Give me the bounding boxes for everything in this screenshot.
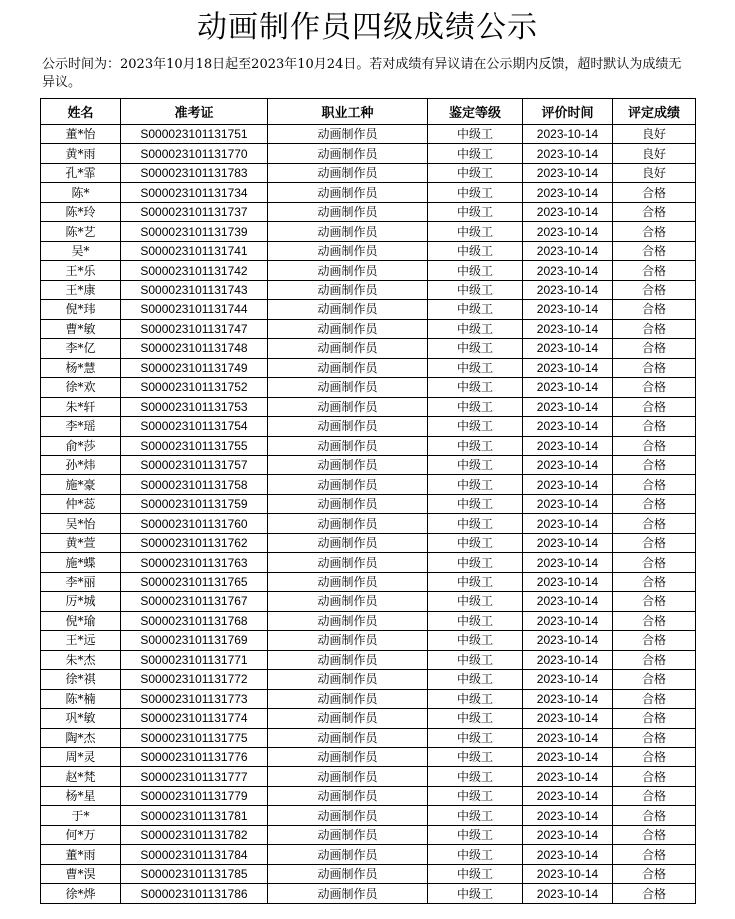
cell-name: 孔*霏 <box>41 163 121 182</box>
table-row <box>41 397 696 416</box>
cell-grade: 合格 <box>613 845 696 864</box>
cell-exam-id: S000023101131749 <box>121 358 268 377</box>
cell-name: 朱*轩 <box>41 397 121 416</box>
cell-grade: 合格 <box>613 378 696 397</box>
table-row <box>41 514 696 533</box>
cell-exam-id: S000023101131763 <box>121 553 268 572</box>
cell-name: 董*雨 <box>41 845 121 864</box>
cell-grade: 合格 <box>613 436 696 455</box>
table-row <box>41 261 696 280</box>
cell-level: 中级工 <box>428 358 523 377</box>
cell-occupation: 动画制作员 <box>268 631 428 650</box>
cell-level: 中级工 <box>428 670 523 689</box>
cell-exam-id: S000023101131753 <box>121 397 268 416</box>
header-level: 鉴定等级 <box>428 99 523 125</box>
results-table <box>40 98 696 904</box>
cell-level: 中级工 <box>428 494 523 513</box>
cell-name: 董*怡 <box>41 125 121 144</box>
cell-eval-date: 2023-10-14 <box>523 786 613 805</box>
cell-occupation: 动画制作员 <box>268 397 428 416</box>
cell-occupation: 动画制作员 <box>268 670 428 689</box>
table-row <box>41 163 696 182</box>
cell-grade: 合格 <box>613 825 696 844</box>
cell-occupation: 动画制作员 <box>268 650 428 669</box>
header-eval-date: 评价时间 <box>523 99 613 125</box>
cell-level: 中级工 <box>428 592 523 611</box>
table-row <box>41 767 696 786</box>
cell-eval-date: 2023-10-14 <box>523 884 613 903</box>
table-row <box>41 202 696 221</box>
cell-eval-date: 2023-10-14 <box>523 378 613 397</box>
table-row <box>41 183 696 202</box>
cell-level: 中级工 <box>428 631 523 650</box>
cell-occupation: 动画制作员 <box>268 767 428 786</box>
table-row <box>41 358 696 377</box>
cell-eval-date: 2023-10-14 <box>523 689 613 708</box>
cell-eval-date: 2023-10-14 <box>523 417 613 436</box>
cell-name: 倪*玮 <box>41 300 121 319</box>
cell-exam-id: S000023101131755 <box>121 436 268 455</box>
cell-occupation: 动画制作员 <box>268 378 428 397</box>
cell-level: 中级工 <box>428 806 523 825</box>
cell-level: 中级工 <box>428 436 523 455</box>
cell-exam-id: S000023101131744 <box>121 300 268 319</box>
table-row <box>41 144 696 163</box>
cell-name: 施*蝶 <box>41 553 121 572</box>
table-row <box>41 378 696 397</box>
cell-eval-date: 2023-10-14 <box>523 455 613 474</box>
cell-occupation: 动画制作员 <box>268 300 428 319</box>
cell-grade: 合格 <box>613 183 696 202</box>
cell-exam-id: S000023101131747 <box>121 319 268 338</box>
cell-eval-date: 2023-10-14 <box>523 261 613 280</box>
cell-exam-id: S000023101131783 <box>121 163 268 182</box>
cell-occupation: 动画制作员 <box>268 436 428 455</box>
cell-eval-date: 2023-10-14 <box>523 864 613 883</box>
table-row <box>41 572 696 591</box>
table-row <box>41 748 696 767</box>
cell-occupation: 动画制作员 <box>268 339 428 358</box>
cell-occupation: 动画制作员 <box>268 748 428 767</box>
cell-occupation: 动画制作员 <box>268 592 428 611</box>
cell-eval-date: 2023-10-14 <box>523 514 613 533</box>
cell-eval-date: 2023-10-14 <box>523 553 613 572</box>
cell-occupation: 动画制作员 <box>268 611 428 630</box>
cell-exam-id: S000023101131768 <box>121 611 268 630</box>
cell-name: 陈*楠 <box>41 689 121 708</box>
cell-exam-id: S000023101131769 <box>121 631 268 650</box>
cell-exam-id: S000023101131774 <box>121 709 268 728</box>
cell-name: 陈*玲 <box>41 202 121 221</box>
header-occupation: 职业工种 <box>268 99 428 125</box>
cell-name: 李*亿 <box>41 339 121 358</box>
table-row <box>41 845 696 864</box>
table-row <box>41 436 696 455</box>
cell-grade: 合格 <box>613 864 696 883</box>
cell-level: 中级工 <box>428 748 523 767</box>
cell-grade: 合格 <box>613 339 696 358</box>
cell-grade: 合格 <box>613 455 696 474</box>
cell-occupation: 动画制作员 <box>268 786 428 805</box>
cell-grade: 合格 <box>613 319 696 338</box>
cell-grade: 合格 <box>613 728 696 747</box>
cell-occupation: 动画制作员 <box>268 514 428 533</box>
cell-exam-id: S000023101131779 <box>121 786 268 805</box>
cell-eval-date: 2023-10-14 <box>523 670 613 689</box>
table-row <box>41 864 696 883</box>
table-row <box>41 786 696 805</box>
cell-eval-date: 2023-10-14 <box>523 631 613 650</box>
cell-grade: 合格 <box>613 670 696 689</box>
cell-level: 中级工 <box>428 202 523 221</box>
cell-eval-date: 2023-10-14 <box>523 748 613 767</box>
cell-exam-id: S000023101131773 <box>121 689 268 708</box>
cell-occupation: 动画制作员 <box>268 222 428 241</box>
cell-grade: 合格 <box>613 631 696 650</box>
cell-occupation: 动画制作员 <box>268 319 428 338</box>
cell-eval-date: 2023-10-14 <box>523 183 613 202</box>
cell-level: 中级工 <box>428 183 523 202</box>
cell-grade: 良好 <box>613 144 696 163</box>
cell-occupation: 动画制作员 <box>268 864 428 883</box>
cell-grade: 合格 <box>613 767 696 786</box>
table-row <box>41 689 696 708</box>
cell-name: 赵*梵 <box>41 767 121 786</box>
cell-level: 中级工 <box>428 825 523 844</box>
cell-level: 中级工 <box>428 222 523 241</box>
cell-exam-id: S000023101131759 <box>121 494 268 513</box>
cell-grade: 合格 <box>613 261 696 280</box>
cell-level: 中级工 <box>428 709 523 728</box>
cell-name: 陈* <box>41 183 121 202</box>
cell-level: 中级工 <box>428 572 523 591</box>
table-row <box>41 222 696 241</box>
cell-exam-id: S000023101131734 <box>121 183 268 202</box>
cell-occupation: 动画制作员 <box>268 358 428 377</box>
cell-name: 何*万 <box>41 825 121 844</box>
cell-occupation: 动画制作员 <box>268 845 428 864</box>
table-row <box>41 611 696 630</box>
cell-occupation: 动画制作员 <box>268 241 428 260</box>
cell-exam-id: S000023101131760 <box>121 514 268 533</box>
cell-level: 中级工 <box>428 475 523 494</box>
cell-occupation: 动画制作员 <box>268 280 428 299</box>
cell-grade: 合格 <box>613 611 696 630</box>
notice-text: 公示时间为：2023年10月18日起至2023年10月24日。若对成绩有异议请在公示期内反馈，超时默认为成绩无异议。 <box>42 57 682 90</box>
cell-exam-id: S000023101131754 <box>121 417 268 436</box>
table-row <box>41 494 696 513</box>
table-row <box>41 650 696 669</box>
table-row <box>41 300 696 319</box>
cell-occupation: 动画制作员 <box>268 709 428 728</box>
cell-level: 中级工 <box>428 280 523 299</box>
cell-exam-id: S000023101131757 <box>121 455 268 474</box>
cell-name: 陶*杰 <box>41 728 121 747</box>
cell-name: 黄*雨 <box>41 144 121 163</box>
cell-level: 中级工 <box>428 397 523 416</box>
cell-level: 中级工 <box>428 514 523 533</box>
cell-exam-id: S000023101131770 <box>121 144 268 163</box>
table-row <box>41 806 696 825</box>
table-row <box>41 533 696 552</box>
cell-level: 中级工 <box>428 144 523 163</box>
cell-occupation: 动画制作员 <box>268 125 428 144</box>
cell-grade: 合格 <box>613 397 696 416</box>
cell-occupation: 动画制作员 <box>268 417 428 436</box>
cell-grade: 合格 <box>613 222 696 241</box>
cell-eval-date: 2023-10-14 <box>523 125 613 144</box>
cell-occupation: 动画制作员 <box>268 163 428 182</box>
table-row <box>41 280 696 299</box>
cell-exam-id: S000023101131771 <box>121 650 268 669</box>
cell-exam-id: S000023101131751 <box>121 125 268 144</box>
cell-exam-id: S000023101131776 <box>121 748 268 767</box>
cell-eval-date: 2023-10-14 <box>523 592 613 611</box>
cell-eval-date: 2023-10-14 <box>523 241 613 260</box>
table-row <box>41 553 696 572</box>
cell-eval-date: 2023-10-14 <box>523 358 613 377</box>
cell-name: 厉*城 <box>41 592 121 611</box>
cell-occupation: 动画制作员 <box>268 494 428 513</box>
cell-grade: 合格 <box>613 358 696 377</box>
cell-level: 中级工 <box>428 611 523 630</box>
table-row <box>41 825 696 844</box>
cell-name: 吴* <box>41 241 121 260</box>
cell-name: 徐*祺 <box>41 670 121 689</box>
cell-exam-id: S000023101131775 <box>121 728 268 747</box>
cell-exam-id: S000023101131737 <box>121 202 268 221</box>
table-row <box>41 339 696 358</box>
cell-grade: 合格 <box>613 689 696 708</box>
cell-name: 仲*蕊 <box>41 494 121 513</box>
cell-level: 中级工 <box>428 163 523 182</box>
cell-exam-id: S000023101131752 <box>121 378 268 397</box>
cell-occupation: 动画制作员 <box>268 572 428 591</box>
header-exam-id: 准考证 <box>121 99 268 125</box>
cell-occupation: 动画制作员 <box>268 553 428 572</box>
cell-eval-date: 2023-10-14 <box>523 163 613 182</box>
table-row <box>41 241 696 260</box>
cell-occupation: 动画制作员 <box>268 202 428 221</box>
cell-name: 吴*怡 <box>41 514 121 533</box>
cell-level: 中级工 <box>428 786 523 805</box>
cell-level: 中级工 <box>428 319 523 338</box>
table-row <box>41 319 696 338</box>
cell-name: 曹*敏 <box>41 319 121 338</box>
table-row <box>41 455 696 474</box>
cell-level: 中级工 <box>428 533 523 552</box>
cell-eval-date: 2023-10-14 <box>523 280 613 299</box>
cell-eval-date: 2023-10-14 <box>523 709 613 728</box>
cell-occupation: 动画制作员 <box>268 825 428 844</box>
cell-eval-date: 2023-10-14 <box>523 494 613 513</box>
cell-level: 中级工 <box>428 125 523 144</box>
cell-exam-id: S000023101131784 <box>121 845 268 864</box>
cell-exam-id: S000023101131781 <box>121 806 268 825</box>
table-row <box>41 709 696 728</box>
cell-name: 陈*艺 <box>41 222 121 241</box>
cell-eval-date: 2023-10-14 <box>523 572 613 591</box>
cell-level: 中级工 <box>428 845 523 864</box>
cell-level: 中级工 <box>428 300 523 319</box>
cell-grade: 良好 <box>613 125 696 144</box>
header-row <box>41 99 696 125</box>
cell-grade: 合格 <box>613 202 696 221</box>
table-row <box>41 631 696 650</box>
cell-level: 中级工 <box>428 417 523 436</box>
cell-occupation: 动画制作员 <box>268 144 428 163</box>
cell-exam-id: S000023101131748 <box>121 339 268 358</box>
cell-grade: 合格 <box>613 806 696 825</box>
cell-level: 中级工 <box>428 339 523 358</box>
cell-exam-id: S000023101131772 <box>121 670 268 689</box>
cell-exam-id: S000023101131739 <box>121 222 268 241</box>
cell-exam-id: S000023101131782 <box>121 825 268 844</box>
cell-exam-id: S000023101131777 <box>121 767 268 786</box>
cell-level: 中级工 <box>428 728 523 747</box>
cell-eval-date: 2023-10-14 <box>523 728 613 747</box>
cell-eval-date: 2023-10-14 <box>523 825 613 844</box>
cell-grade: 合格 <box>613 280 696 299</box>
table-row <box>41 125 696 144</box>
cell-name: 于* <box>41 806 121 825</box>
cell-name: 李*丽 <box>41 572 121 591</box>
cell-grade: 合格 <box>613 494 696 513</box>
table-row <box>41 475 696 494</box>
table-row <box>41 592 696 611</box>
cell-grade: 合格 <box>613 592 696 611</box>
cell-grade: 合格 <box>613 475 696 494</box>
cell-eval-date: 2023-10-14 <box>523 533 613 552</box>
cell-grade: 合格 <box>613 241 696 260</box>
cell-occupation: 动画制作员 <box>268 689 428 708</box>
cell-eval-date: 2023-10-14 <box>523 300 613 319</box>
cell-occupation: 动画制作员 <box>268 728 428 747</box>
table-row <box>41 728 696 747</box>
cell-exam-id: S000023101131765 <box>121 572 268 591</box>
cell-exam-id: S000023101131767 <box>121 592 268 611</box>
cell-occupation: 动画制作员 <box>268 533 428 552</box>
cell-level: 中级工 <box>428 455 523 474</box>
cell-name: 王*远 <box>41 631 121 650</box>
cell-name: 周*灵 <box>41 748 121 767</box>
cell-exam-id: S000023101131742 <box>121 261 268 280</box>
cell-name: 曹*淏 <box>41 864 121 883</box>
cell-grade: 合格 <box>613 417 696 436</box>
cell-eval-date: 2023-10-14 <box>523 611 613 630</box>
cell-name: 朱*杰 <box>41 650 121 669</box>
cell-occupation: 动画制作员 <box>268 183 428 202</box>
cell-occupation: 动画制作员 <box>268 261 428 280</box>
cell-eval-date: 2023-10-14 <box>523 806 613 825</box>
cell-grade: 合格 <box>613 650 696 669</box>
cell-eval-date: 2023-10-14 <box>523 144 613 163</box>
cell-level: 中级工 <box>428 864 523 883</box>
cell-level: 中级工 <box>428 553 523 572</box>
table-row <box>41 884 696 903</box>
cell-name: 黄*萱 <box>41 533 121 552</box>
cell-name: 孙*炜 <box>41 455 121 474</box>
cell-occupation: 动画制作员 <box>268 455 428 474</box>
cell-exam-id: S000023101131741 <box>121 241 268 260</box>
cell-eval-date: 2023-10-14 <box>523 397 613 416</box>
cell-eval-date: 2023-10-14 <box>523 202 613 221</box>
cell-name: 巩*敏 <box>41 709 121 728</box>
cell-occupation: 动画制作员 <box>268 806 428 825</box>
cell-level: 中级工 <box>428 650 523 669</box>
cell-name: 徐*欢 <box>41 378 121 397</box>
cell-grade: 合格 <box>613 572 696 591</box>
cell-grade: 合格 <box>613 748 696 767</box>
cell-name: 倪*瑜 <box>41 611 121 630</box>
cell-grade: 合格 <box>613 786 696 805</box>
cell-exam-id: S000023101131743 <box>121 280 268 299</box>
table-row <box>41 670 696 689</box>
cell-level: 中级工 <box>428 241 523 260</box>
cell-eval-date: 2023-10-14 <box>523 845 613 864</box>
cell-grade: 合格 <box>613 514 696 533</box>
cell-level: 中级工 <box>428 689 523 708</box>
cell-grade: 合格 <box>613 300 696 319</box>
cell-eval-date: 2023-10-14 <box>523 339 613 358</box>
cell-level: 中级工 <box>428 767 523 786</box>
cell-eval-date: 2023-10-14 <box>523 319 613 338</box>
cell-grade: 合格 <box>613 884 696 903</box>
cell-eval-date: 2023-10-14 <box>523 222 613 241</box>
cell-name: 杨*星 <box>41 786 121 805</box>
cell-exam-id: S000023101131762 <box>121 533 268 552</box>
cell-grade: 良好 <box>613 163 696 182</box>
cell-name: 杨*慧 <box>41 358 121 377</box>
cell-grade: 合格 <box>613 553 696 572</box>
cell-eval-date: 2023-10-14 <box>523 475 613 494</box>
cell-eval-date: 2023-10-14 <box>523 650 613 669</box>
cell-name: 李*瑶 <box>41 417 121 436</box>
cell-exam-id: S000023101131786 <box>121 884 268 903</box>
cell-name: 王*乐 <box>41 261 121 280</box>
cell-occupation: 动画制作员 <box>268 884 428 903</box>
cell-name: 徐*烨 <box>41 884 121 903</box>
cell-occupation: 动画制作员 <box>268 475 428 494</box>
cell-name: 王*康 <box>41 280 121 299</box>
cell-name: 俞*莎 <box>41 436 121 455</box>
cell-level: 中级工 <box>428 884 523 903</box>
cell-level: 中级工 <box>428 261 523 280</box>
cell-name: 施*豪 <box>41 475 121 494</box>
cell-eval-date: 2023-10-14 <box>523 767 613 786</box>
cell-exam-id: S000023101131758 <box>121 475 268 494</box>
cell-eval-date: 2023-10-14 <box>523 436 613 455</box>
header-name: 姓名 <box>41 99 121 125</box>
header-grade: 评定成绩 <box>613 99 696 125</box>
cell-grade: 合格 <box>613 709 696 728</box>
cell-level: 中级工 <box>428 378 523 397</box>
cell-grade: 合格 <box>613 533 696 552</box>
table-row <box>41 417 696 436</box>
page-title: 动画制作员四级成绩公示 <box>197 10 538 45</box>
cell-exam-id: S000023101131785 <box>121 864 268 883</box>
